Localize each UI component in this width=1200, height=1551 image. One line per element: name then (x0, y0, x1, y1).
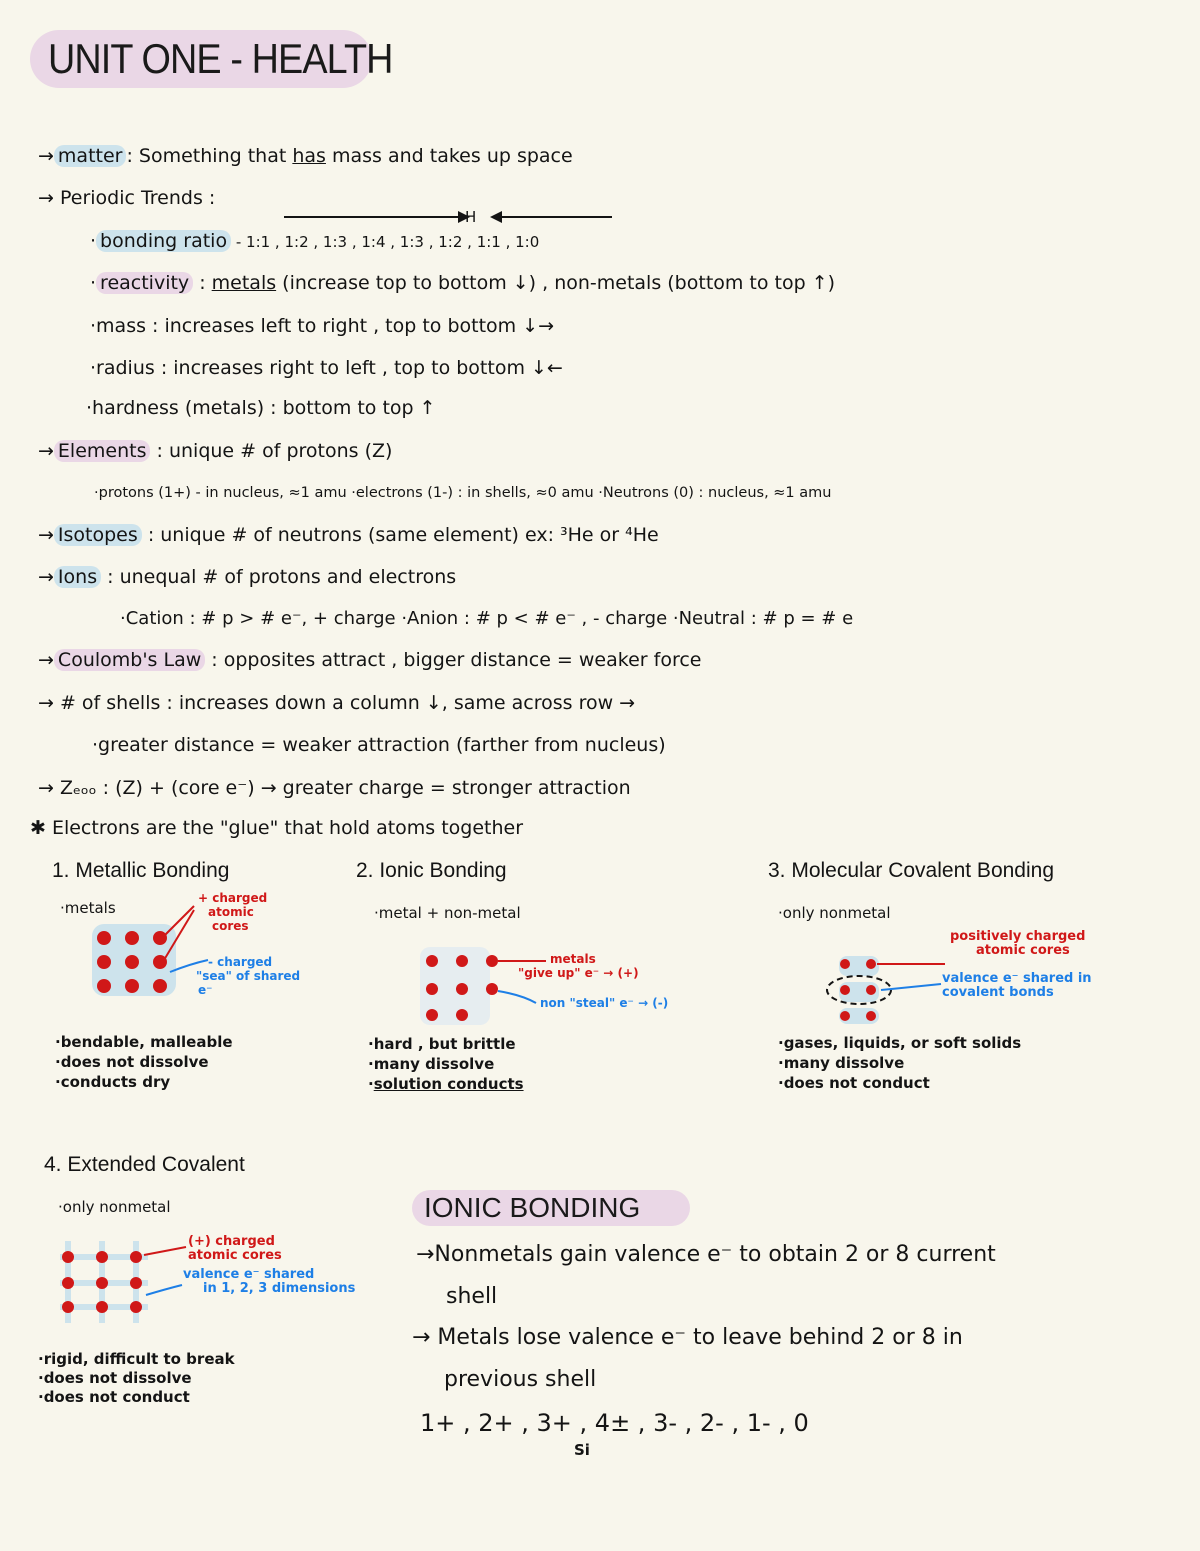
bonding-ratio-line (90, 228, 539, 254)
arrow-icon: → (38, 777, 54, 799)
ionic-properties (368, 1034, 524, 1094)
electrons-glue-line: ✱ Electrons are the "glue" that hold atoms together (30, 817, 524, 839)
property-item: ·many dissolve (368, 1055, 495, 1073)
metallic-heading: 1. Metallic Bonding (52, 859, 230, 882)
page-title-text: UNIT ONE - HEALTH (48, 35, 393, 82)
label-line: - charged (208, 955, 273, 969)
property-item: ·does not dissolve (55, 1053, 209, 1071)
property-item: ·does not dissolve (38, 1369, 192, 1387)
matter-def-1: : Something that (126, 145, 293, 167)
molecular-label-blue (942, 972, 1092, 1000)
molecular-heading: 3. Molecular Covalent Bonding (768, 859, 1055, 882)
metallic-subtitle: ·metals (60, 899, 116, 917)
ionic-bonding-title-text: IONIC BONDING (424, 1192, 641, 1223)
ionic-heading: 2. Ionic Bonding (356, 859, 507, 882)
reactivity-sep: : (193, 272, 212, 294)
metallic-lattice-diagram (90, 920, 180, 1000)
metallic-label-red (198, 891, 267, 933)
label-line: + charged (198, 891, 268, 905)
arrow-icon: → (38, 145, 54, 167)
elements-def: : unique # of protons (Z) (150, 440, 393, 462)
arrow-icon: → (38, 524, 54, 546)
label-line: in 1, 2, 3 dimensions (203, 1281, 356, 1296)
coulomb-def: : opposites attract , bigger distance = weaker force (205, 649, 702, 671)
ionic-charges: 1+ , 2+ , 3+ , 4± , 3- , 2- , 1- , 0 (420, 1409, 809, 1437)
periodic-trends-line (38, 185, 215, 211)
radius-line: ·radius : increases right to left , top to bottom ↓← (90, 357, 563, 379)
label-line: valence e⁻ shared (183, 1267, 315, 1282)
extended-properties (38, 1350, 235, 1407)
coulomb-term: Coulomb's Law (54, 649, 205, 671)
property-item: ·bendable, malleable (55, 1033, 233, 1051)
molecular-label-red (950, 930, 1085, 958)
ionic-point-1 (416, 1240, 996, 1312)
zeff-line (38, 775, 631, 801)
page-title (30, 30, 393, 88)
property-item: ·solution conducts (368, 1075, 524, 1093)
property-item: ·rigid, difficult to break (38, 1350, 235, 1368)
label-line: atomic cores (188, 1248, 282, 1263)
label-line: "sea" of shared (196, 969, 301, 983)
label-line: atomic (208, 905, 254, 919)
label-line: covalent bonds (942, 985, 1054, 1000)
metallic-label-blue (196, 955, 301, 997)
label-line: atomic cores (976, 943, 1070, 958)
coulomb-line (38, 647, 701, 673)
label-line: "give up" e⁻ → (+) (518, 966, 639, 980)
ratio-marker: H (465, 208, 477, 226)
isotopes-line (38, 522, 659, 548)
bullet: · (90, 230, 97, 252)
elements-line (38, 438, 392, 464)
bullet: · (90, 272, 97, 294)
extended-label-blue (183, 1268, 355, 1296)
bonding-ratio-label: bonding ratio (96, 230, 231, 252)
molecular-properties (778, 1033, 1021, 1093)
arrow-icon: → (38, 187, 54, 209)
point-line: →Nonmetals gain valence e⁻ to obtain 2 or 8 current (416, 1242, 996, 1267)
mass-line: ·mass : increases left to right , top to bottom ↓→ (90, 315, 555, 337)
arrow-icon: → (38, 649, 54, 671)
property-item: ·does not conduct (778, 1074, 930, 1092)
arrow-icon: → (38, 692, 54, 714)
ions-def: : unequal # of protons and electrons (101, 566, 457, 588)
ionic-label-blue: non "steal" e⁻ → (-) (540, 996, 669, 1010)
label-line: positively charged (950, 929, 1086, 944)
extended-label-red (188, 1235, 282, 1263)
ionic-subtitle: ·metal + non-metal (374, 904, 521, 922)
isotopes-def: : unique # of neutrons (same element) ex: ³He or ⁴He (141, 524, 659, 546)
shells-line (38, 690, 635, 716)
hardness-line: ·hardness (metals) : bottom to top ↑ (86, 397, 436, 419)
molecular-subtitle: ·only nonmetal (778, 904, 891, 922)
matter-def-2: mass and takes up space (325, 145, 573, 167)
point-line: shell (446, 1284, 498, 1309)
elements-term: Elements (54, 440, 151, 462)
ionic-label-red (518, 952, 639, 980)
isotopes-term: Isotopes (54, 524, 142, 546)
arrow-icon: → (38, 440, 54, 462)
periodic-trends-label: Periodic Trends : (59, 187, 216, 209)
metallic-properties (55, 1032, 233, 1092)
greater-distance-line: ·greater distance = weaker attraction (farther from nucleus) (92, 734, 666, 756)
arrow-icon: → (38, 566, 54, 588)
property-item: ·hard , but brittle (368, 1035, 516, 1053)
extended-subtitle: ·only nonmetal (58, 1198, 171, 1216)
zeff-text: Zₑₒₒ : (Z) + (core e⁻) → greater charge = stronger attraction (59, 777, 631, 799)
reactivity-label: reactivity (96, 272, 193, 294)
reactivity-line (90, 270, 835, 296)
ions-line (38, 564, 456, 590)
ionic-bonding-title (412, 1190, 690, 1226)
point-line: previous shell (444, 1367, 597, 1392)
ion-types-line: ·Cation : # p > # e⁻, + charge ·Anion : # p < # e⁻ , - charge ·Neutral : # p = # e (120, 608, 854, 629)
ions-term: Ions (54, 566, 101, 588)
reactivity-metals: metals (211, 272, 277, 294)
matter-term: matter (54, 145, 127, 167)
particles-line: ·protons (1+) - in nucleus, ≈1 amu ·electrons (1-) : in shells, ≈0 amu ·Neutrons (0) : nucleus, ≈1 amu (94, 485, 832, 501)
property-solution: solution conducts (373, 1075, 524, 1093)
property-item: ·does not conduct (38, 1388, 190, 1406)
reactivity-rest: (increase top to bottom ↓) , non-metals (bottom to top ↑) (276, 272, 836, 294)
label-line: metals (550, 952, 596, 966)
label-line: cores (212, 919, 249, 933)
label-line: valence e⁻ shared in (942, 971, 1092, 986)
point-line: → Metals lose valence e⁻ to leave behind 2 or 8 in (412, 1325, 963, 1350)
shells-text: # of shells : increases down a column ↓, same across row → (59, 692, 636, 714)
property-item: ·many dissolve (778, 1054, 905, 1072)
property-item: ·gases, liquids, or soft solids (778, 1034, 1022, 1052)
bonding-ratio-values: - 1:1 , 1:2 , 1:3 , 1:4 , 1:3 , 1:2 , 1:1 , 1:0 (231, 233, 540, 251)
matter-has: has (292, 145, 326, 167)
property-item: ·conducts dry (55, 1073, 171, 1091)
extended-heading: 4. Extended Covalent (44, 1153, 245, 1176)
ionic-point-2 (412, 1323, 963, 1395)
label-line: (+) charged (188, 1234, 275, 1249)
ionic-charges-sub: Si (574, 1441, 590, 1459)
matter-line (38, 143, 573, 169)
ratio-arrows (280, 205, 620, 229)
label-line: e⁻ (198, 983, 213, 997)
